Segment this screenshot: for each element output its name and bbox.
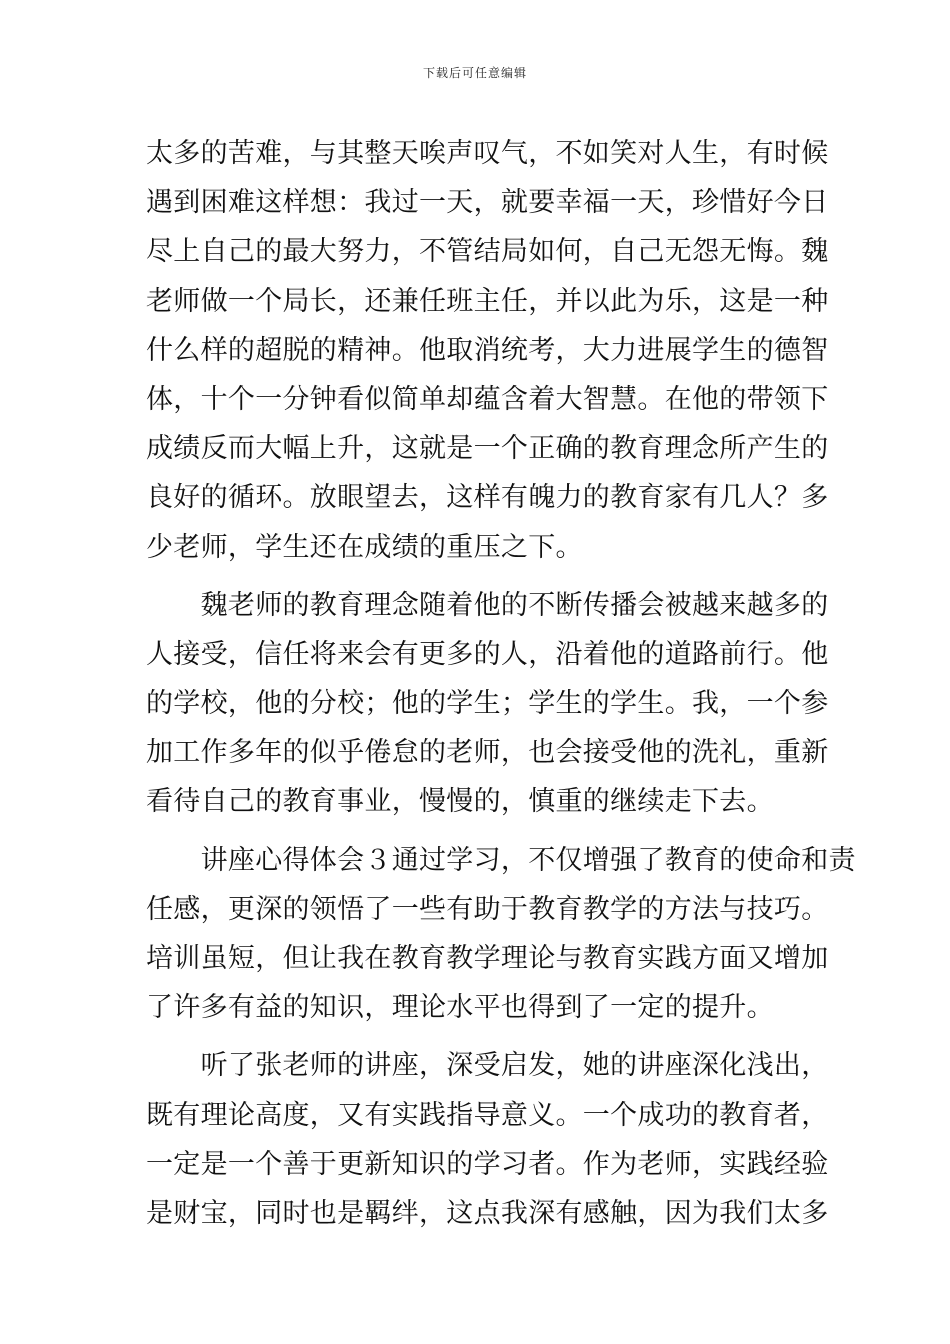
text-line: 遇到困难这样想：我过一天，就要幸福一天，珍惜好今日 [146, 187, 829, 219]
text-line: 良好的循环。放眼望去，这样有魄力的教育家有几人？多 [146, 482, 829, 514]
paragraph [146, 581, 829, 827]
text-line: 加工作多年的似乎倦怠的老师，也会接受他的洗礼，重新 [146, 737, 829, 769]
text-line: 老师做一个局长，还兼任班主任，并以此为乐，这是一种 [146, 285, 829, 317]
text-line: 太多的苦难，与其整天唉声叹气，不如笑对人生，有时候 [146, 138, 829, 169]
text-line: 是财宝，同时也是羁绊，这点我深有感触，因为我们太多 [146, 1197, 829, 1229]
text-line: 成绩反而大幅上升，这就是一个正确的教育理念所产生的 [146, 433, 829, 465]
text-line: 一定是一个善于更新知识的学习者。作为老师，实践经验 [146, 1148, 829, 1180]
text-line: 了许多有益的知识，理论水平也得到了一定的提升。 [146, 992, 774, 1024]
paragraph [146, 1041, 829, 1238]
text-line: 少老师，学生还在成绩的重压之下。 [146, 531, 583, 563]
paragraph-spacing [146, 1032, 810, 1041]
text-line: 魏老师的教育理念随着他的不断传播会被越来越多的 [146, 589, 829, 621]
page-header: 下载后可任意编辑 [422, 66, 527, 80]
paragraph-spacing [146, 827, 810, 836]
text-line: 什么样的超脱的精神。他取消统考，大力进展学生的德智 [146, 334, 829, 366]
text-line: 的学校，他的分校；他的学生；学生的学生。我，一个参 [146, 688, 829, 720]
text-line: 尽上自己的最大努力，不管结局如何，自己无怨无悔。魏 [146, 236, 829, 268]
text-line: 任感，更深的领悟了一些有助于教育教学的方法与技巧。 [146, 893, 829, 925]
text-line: 人接受，信任将来会有更多的人，沿着他的道路前行。他 [146, 638, 829, 670]
text-line: 讲座心得体会３通过学习，不仅增强了教育的使命和责 [146, 844, 856, 876]
body-text [146, 129, 856, 1238]
text-line: 培训虽短，但让我在教育教学理论与教育实践方面又增加 [146, 943, 829, 974]
text-line: 体，十个一分钟看似简单却蕴含着大智慧。在他的带领下 [146, 383, 829, 415]
paragraph [146, 836, 856, 1033]
text-line: 看待自己的教育事业，慢慢的，慎重的继续走下去。 [146, 786, 774, 818]
text-line: 既有理论高度，又有实践指导意义。一个成功的教育者， [146, 1099, 829, 1131]
text-line: 听了张老师的讲座，深受启发，她的讲座深化浅出， [146, 1050, 829, 1082]
paragraph [146, 129, 829, 572]
paragraph-spacing [146, 572, 810, 581]
